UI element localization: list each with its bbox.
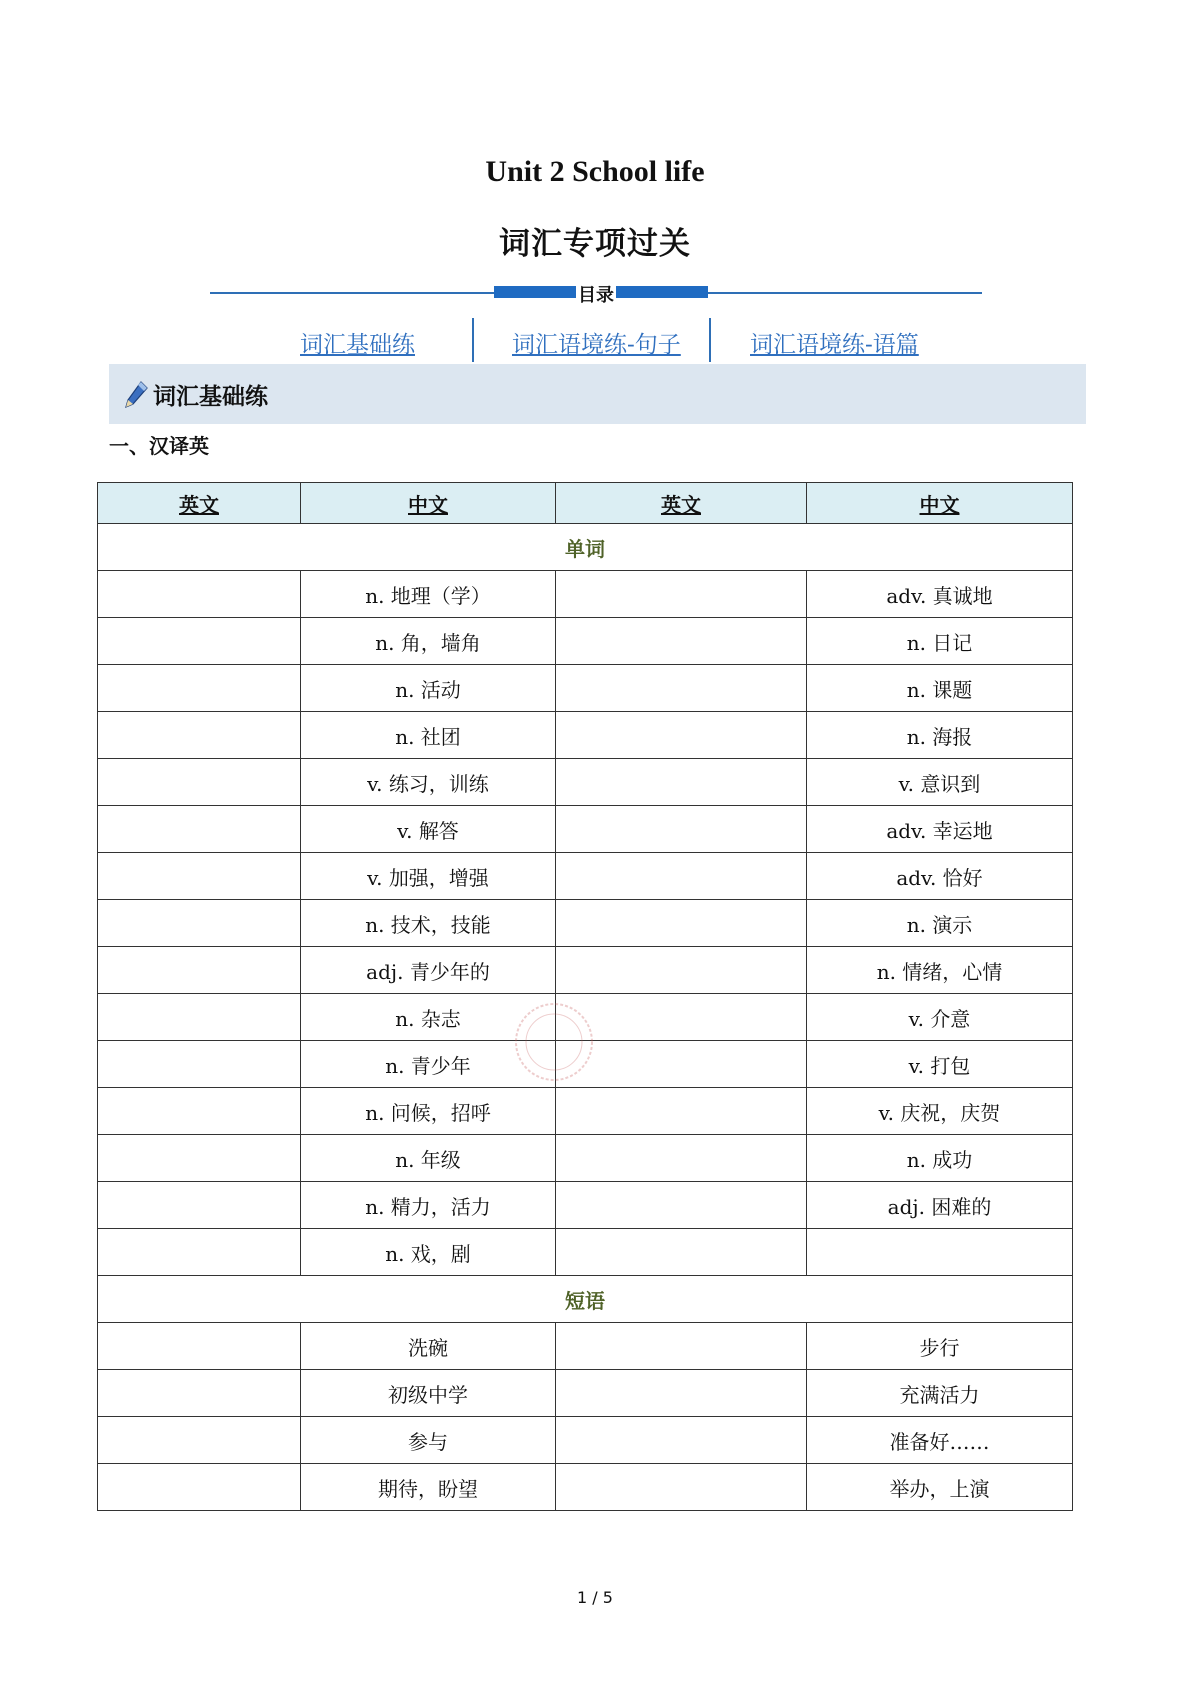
answer-cell-english[interactable] [98, 1041, 301, 1088]
cell-chinese: 初级中学 [301, 1370, 556, 1417]
table-row [98, 1417, 1073, 1464]
table-row [98, 759, 1073, 806]
sub-heading: 一、汉译英 [109, 434, 209, 458]
header-english: 英文 [556, 483, 807, 524]
vocab-table [97, 482, 1073, 1511]
section-header [109, 364, 1086, 424]
answer-cell-english[interactable] [98, 853, 301, 900]
cell-chinese: adv. 恰好 [807, 853, 1073, 900]
toc-link-basic[interactable]: 词汇基础练 [300, 332, 415, 358]
pencil-icon [123, 380, 149, 410]
cell-chinese: n. 戏，剧 [301, 1229, 556, 1276]
cell-chinese: adv. 真诚地 [807, 571, 1073, 618]
answer-cell-english[interactable] [98, 1088, 301, 1135]
table-row [98, 806, 1073, 853]
answer-cell-english[interactable] [98, 665, 301, 712]
answer-cell-english[interactable] [556, 1182, 807, 1229]
answer-cell-english[interactable] [98, 712, 301, 759]
toc-divider [210, 285, 982, 306]
header-chinese: 中文 [301, 483, 556, 524]
table-row [98, 712, 1073, 759]
answer-cell-english[interactable] [556, 1464, 807, 1511]
page-subtitle: 词汇专项过关 [499, 226, 691, 262]
answer-cell-english[interactable] [556, 1135, 807, 1182]
group-row-phrases [98, 1276, 1073, 1323]
answer-cell-english[interactable] [556, 665, 807, 712]
answer-cell-english[interactable] [556, 1323, 807, 1370]
answer-cell-english[interactable] [556, 853, 807, 900]
answer-cell-english[interactable] [98, 947, 301, 994]
answer-cell-english[interactable] [556, 1229, 807, 1276]
answer-cell-english[interactable] [98, 1323, 301, 1370]
cell-chinese: n. 活动 [301, 665, 556, 712]
toc-line-right [708, 292, 982, 294]
answer-cell-english[interactable] [556, 1088, 807, 1135]
cell-chinese: adj. 困难的 [807, 1182, 1073, 1229]
cell-chinese: n. 青少年 [301, 1041, 556, 1088]
cell-chinese: v. 练习，训练 [301, 759, 556, 806]
group-row-words [98, 524, 1073, 571]
cell-chinese: n. 技术，技能 [301, 900, 556, 947]
cell-chinese: n. 精力，活力 [301, 1182, 556, 1229]
table-row [98, 618, 1073, 665]
answer-cell-english[interactable] [556, 759, 807, 806]
answer-cell-english[interactable] [98, 1229, 301, 1276]
cell-chinese: 充满活力 [807, 1370, 1073, 1417]
cell-chinese: n. 年级 [301, 1135, 556, 1182]
watermark-seal-icon [512, 1000, 596, 1084]
answer-cell-english[interactable] [556, 571, 807, 618]
cell-chinese: 参与 [301, 1417, 556, 1464]
table-row [98, 1323, 1073, 1370]
cell-chinese: n. 海报 [807, 712, 1073, 759]
group-label-phrases: 短语 [98, 1276, 1073, 1323]
answer-cell-english[interactable] [98, 806, 301, 853]
page-title: Unit 2 School life [485, 155, 705, 188]
cell-chinese: n. 问候，招呼 [301, 1088, 556, 1135]
cell-chinese: v. 解答 [301, 806, 556, 853]
group-label-words: 单词 [98, 524, 1073, 571]
answer-cell-english[interactable] [98, 1135, 301, 1182]
cell-chinese: adj. 青少年的 [301, 947, 556, 994]
cell-chinese: 举办，上演 [807, 1464, 1073, 1511]
cell-chinese: adv. 幸运地 [807, 806, 1073, 853]
cell-chinese: v. 打包 [807, 1041, 1073, 1088]
toc-separator [709, 318, 711, 362]
answer-cell-english[interactable] [98, 1417, 301, 1464]
header-english: 英文 [98, 483, 301, 524]
table-row [98, 1370, 1073, 1417]
page-number: 1 / 5 [577, 1588, 613, 1607]
answer-cell-english[interactable] [98, 1182, 301, 1229]
cell-chinese: v. 加强，增强 [301, 853, 556, 900]
toc-block-left [494, 286, 576, 298]
answer-cell-english[interactable] [98, 571, 301, 618]
toc-link-passage[interactable]: 词汇语境练-语篇 [750, 332, 919, 358]
table-row [98, 571, 1073, 618]
cell-chinese: 准备好…… [807, 1417, 1073, 1464]
answer-cell-english[interactable] [556, 900, 807, 947]
header-chinese: 中文 [807, 483, 1073, 524]
cell-chinese: v. 意识到 [807, 759, 1073, 806]
toc-links [250, 318, 950, 364]
table-header-row [98, 483, 1073, 524]
table-row [98, 1229, 1073, 1276]
cell-chinese: n. 社团 [301, 712, 556, 759]
answer-cell-english[interactable] [556, 806, 807, 853]
toc-line-left [210, 292, 494, 294]
answer-cell-english[interactable] [556, 1370, 807, 1417]
table-row [98, 1088, 1073, 1135]
answer-cell-english[interactable] [98, 1370, 301, 1417]
cell-chinese: v. 庆祝，庆贺 [807, 1088, 1073, 1135]
answer-cell-english[interactable] [98, 994, 301, 1041]
toc-link-sentence[interactable]: 词汇语境练-句子 [512, 332, 681, 358]
cell-chinese: 步行 [807, 1323, 1073, 1370]
cell-chinese: 期待，盼望 [301, 1464, 556, 1511]
cell-chinese: n. 演示 [807, 900, 1073, 947]
cell-chinese [807, 1229, 1073, 1276]
answer-cell-english[interactable] [98, 900, 301, 947]
cell-chinese: n. 地理（学） [301, 571, 556, 618]
table-row [98, 947, 1073, 994]
section-title: 词汇基础练 [153, 384, 268, 410]
answer-cell-english[interactable] [98, 1464, 301, 1511]
table-row [98, 1464, 1073, 1511]
cell-chinese: n. 成功 [807, 1135, 1073, 1182]
cell-chinese: n. 课题 [807, 665, 1073, 712]
answer-cell-english[interactable] [98, 618, 301, 665]
table-row [98, 665, 1073, 712]
toc-label: 目录 [576, 281, 616, 307]
cell-chinese: n. 日记 [807, 618, 1073, 665]
table-row [98, 853, 1073, 900]
table-row [98, 1135, 1073, 1182]
cell-chinese: v. 介意 [807, 994, 1073, 1041]
answer-cell-english[interactable] [556, 618, 807, 665]
answer-cell-english[interactable] [556, 947, 807, 994]
table-row [98, 900, 1073, 947]
answer-cell-english[interactable] [556, 712, 807, 759]
toc-separator [472, 318, 474, 362]
cell-chinese: n. 情绪，心情 [807, 947, 1073, 994]
answer-cell-english[interactable] [98, 759, 301, 806]
cell-chinese: n. 角，墙角 [301, 618, 556, 665]
cell-chinese: 洗碗 [301, 1323, 556, 1370]
table-row [98, 1182, 1073, 1229]
answer-cell-english[interactable] [556, 1417, 807, 1464]
toc-block-right [616, 286, 708, 298]
cell-chinese: n. 杂志 [301, 994, 556, 1041]
